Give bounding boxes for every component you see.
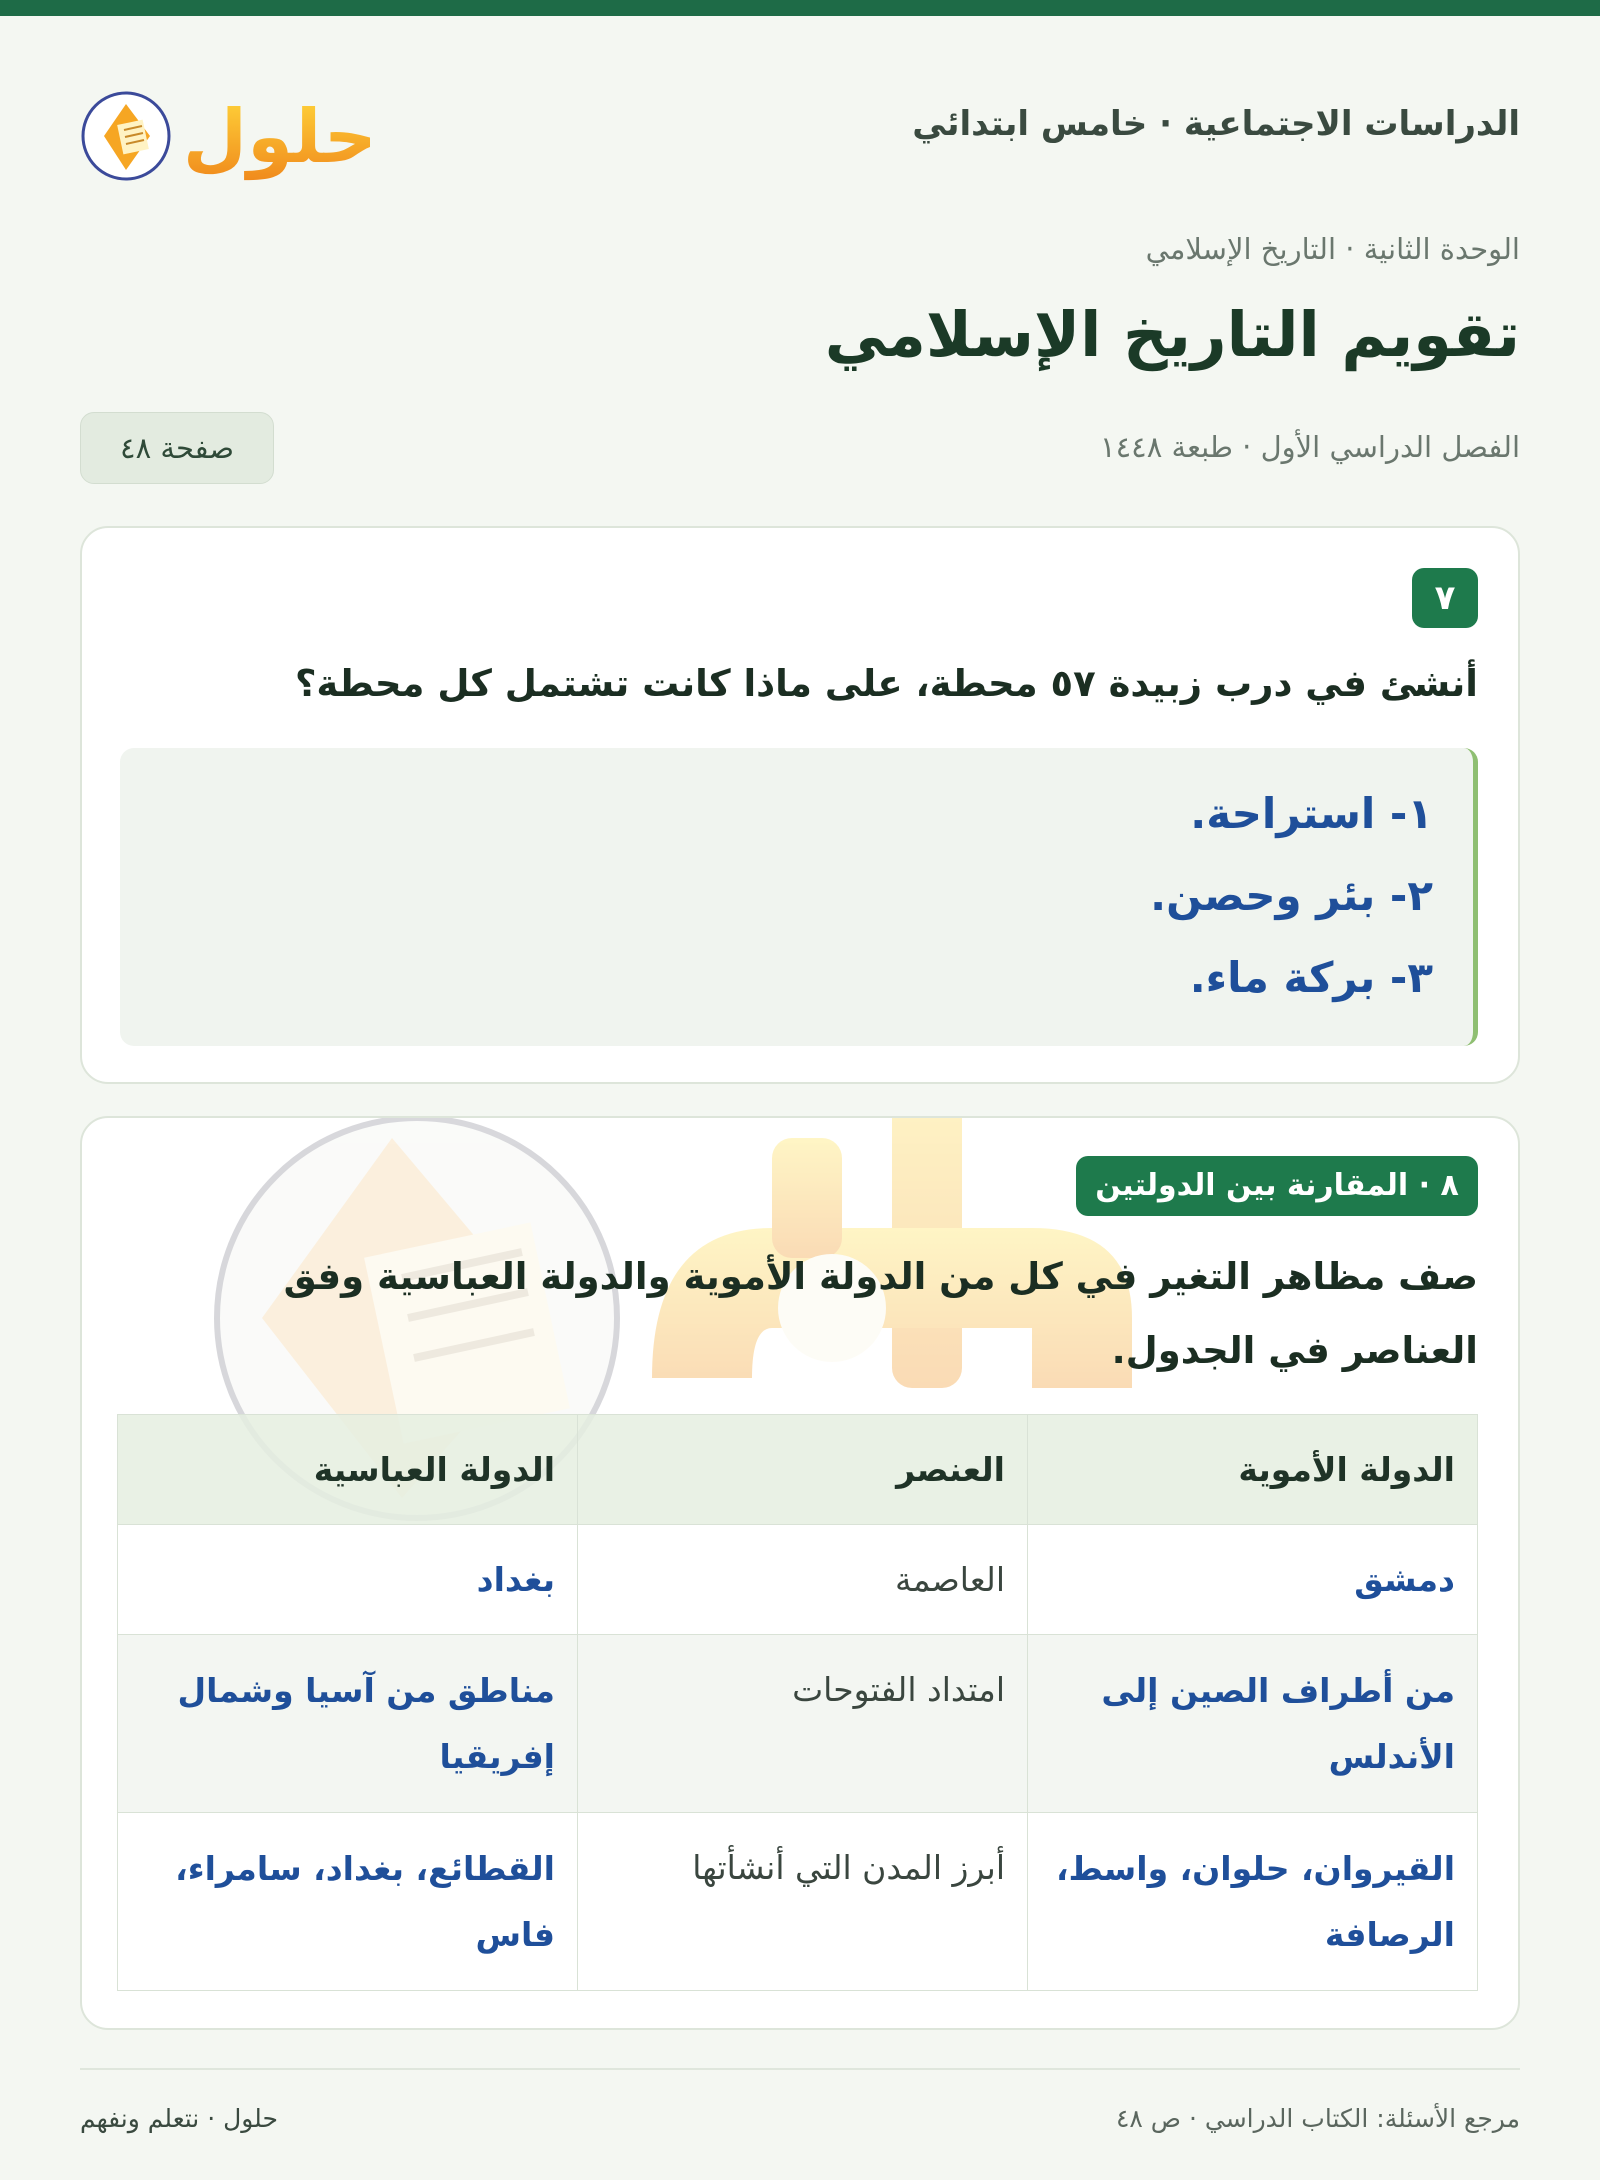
footer-brand: حلول · نتعلم ونفهم (80, 2104, 278, 2133)
table-row (118, 1525, 1478, 1635)
edition-meta: الفصل الدراسي الأول · طبعة ١٤٤٨ (1100, 430, 1520, 464)
column-header-umayyad: الدولة الأموية (1028, 1415, 1478, 1525)
answer-list (120, 748, 1473, 1030)
column-header-element: العنصر (578, 1415, 1028, 1525)
footer-divider (80, 2068, 1520, 2070)
table-cell-element: العاصمة (578, 1525, 1028, 1635)
table-cell-abbasid: مناطق من آسيا وشمال إفريقيا (118, 1635, 578, 1813)
top-accent-bar (0, 0, 1600, 16)
table-cell-abbasid: القطائع، بغداد، سامراء، فاس (118, 1813, 578, 1991)
page-title: تقويم التاريخ الإسلامي (824, 298, 1520, 371)
site-logo[interactable] (80, 66, 370, 186)
question-card-7 (80, 526, 1520, 1084)
question-tag-badge: ٨ · المقارنة بين الدولتين (1076, 1156, 1478, 1216)
page-header (80, 60, 1520, 190)
table-row (118, 1813, 1478, 1991)
question-card-8 (80, 1116, 1520, 2030)
comparison-table (117, 1414, 1478, 1991)
footer-reference: مرجع الأسئلة: الكتاب الدراسي · ص ٤٨ (1115, 2104, 1520, 2133)
question-number-badge: ٧ (1412, 568, 1478, 628)
column-header-abbasid: الدولة العباسية (118, 1415, 578, 1525)
svg-text:حلول: حلول (182, 94, 370, 180)
table-header-row (118, 1415, 1478, 1525)
table-cell-element: امتداد الفتوحات (578, 1635, 1028, 1813)
unit-breadcrumb: الوحدة الثانية · التاريخ الإسلامي (1145, 232, 1520, 266)
answer-item: ٢- بئر وحصن. (1150, 871, 1433, 920)
page-number-badge: صفحة ٤٨ (80, 412, 274, 484)
table-cell-umayyad: القيروان، حلوان، واسط، الرصافة (1028, 1813, 1478, 1991)
question-text: صف مظاهر التغير في كل من الدولة الأموية والدولة العباسية وفق العناصر في الجدول. (283, 1255, 1478, 1372)
question-text: أنشئ في درب زبيدة ٥٧ محطة، على ماذا كانت تشتمل كل محطة؟ (294, 662, 1478, 705)
book-logo-icon (80, 66, 370, 186)
answer-item: ١- استراحة. (1190, 789, 1433, 838)
table-cell-umayyad: من أطراف الصين إلى الأندلس (1028, 1635, 1478, 1813)
answer-box (120, 748, 1478, 1046)
table-cell-umayyad: دمشق (1028, 1525, 1478, 1635)
table-cell-element: أبرز المدن التي أنشأتها (578, 1813, 1028, 1991)
table-row (118, 1635, 1478, 1813)
answer-item: ٣- بركة ماء. (1189, 953, 1433, 1002)
subject-title: الدراسات الاجتماعية · خامس ابتدائي (912, 104, 1520, 144)
table-cell-abbasid: بغداد (118, 1525, 578, 1635)
